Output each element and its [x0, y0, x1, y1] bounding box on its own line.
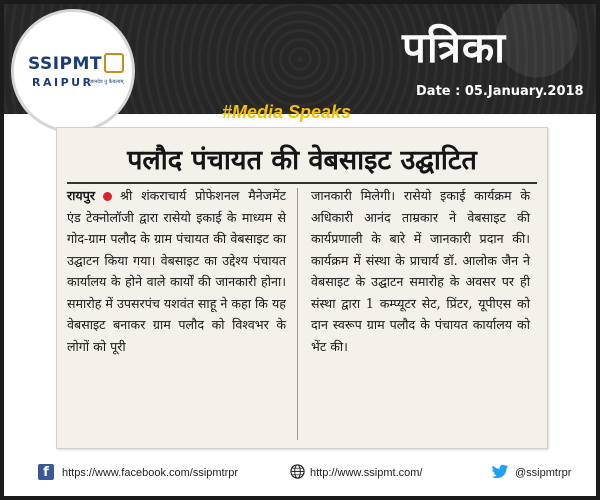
website-link[interactable]: http://www.ssipmt.com/: [310, 467, 423, 479]
bullet-icon: [103, 192, 112, 201]
institute-logo: [14, 12, 132, 130]
article-column-1: [67, 185, 286, 357]
twitter-icon: [491, 464, 509, 480]
newspaper-name: पत्रिका: [402, 23, 507, 72]
logo-title: SSIPMT: [28, 54, 103, 74]
media-speaks-tagline: #Media Speaks: [222, 102, 352, 122]
news-clipping: [56, 127, 548, 449]
globe-icon: [290, 464, 305, 479]
article-dateline: रायपुर: [67, 188, 96, 203]
logo-tagline: ज्ञानदेव तु कैवल्यम्: [90, 79, 124, 85]
facebook-link[interactable]: https://www.facebook.com/ssipmtrpr: [62, 467, 239, 479]
column-divider: [297, 188, 298, 440]
article-column-1-text: श्री शंकराचार्य प्रोफेशनल मैनेजमेंट एंड टेक्नोलॉजी द्वारा रासेयो इकाई के माध्यम से गोद-ग्राम पलौद के ग्राम पंचायत की वेबसाइट का उद्घाटन किया गया। वेबसाइट का उद्देश्य पंचायत कार्यालय के होने वाले कार्यों की जानकारी होना। समारोह में उपसरपंच यशवंत साहू ने कहा कि यह वेबसाइट बनाकर ग्राम पलौद को विश्वभर के लोगों को पूरी: [67, 188, 286, 354]
logo-city: RAIPUR: [32, 76, 94, 89]
footer-bar: [4, 454, 596, 496]
article-column-2-text: जानकारी मिलेगी। रासेयो इकाई कार्यक्रम के अधिकारी आनंद ताम्रकार ने वेबसाइट की कार्यप्रणाली के बारे में जानकारी प्रदान की। कार्यक्रम में संस्था के प्राचार्य डॉ. आलोक जैन ने वेबसाइट के उद्घाटन समारोह के अवसर पर ही संस्था द्वारा 1 कम्प्यूटर सेट, प्रिंटर, यूपीएस को दान स्वरूप ग्राम पलौद के पंचायत कार्यालय को भेंट की।: [311, 188, 530, 354]
headline-rule: [67, 182, 537, 184]
publication-date: Date : 05.January.2018: [416, 84, 584, 99]
article-headline: पलौद पंचायत की वेबसाइट उद्घाटित: [127, 145, 477, 176]
logo-emblem-icon: [104, 53, 124, 73]
header-banner: [4, 4, 596, 122]
article-column-2: [311, 185, 530, 357]
facebook-icon: f: [38, 464, 54, 480]
twitter-handle[interactable]: @ssipmtrpr: [515, 467, 572, 479]
